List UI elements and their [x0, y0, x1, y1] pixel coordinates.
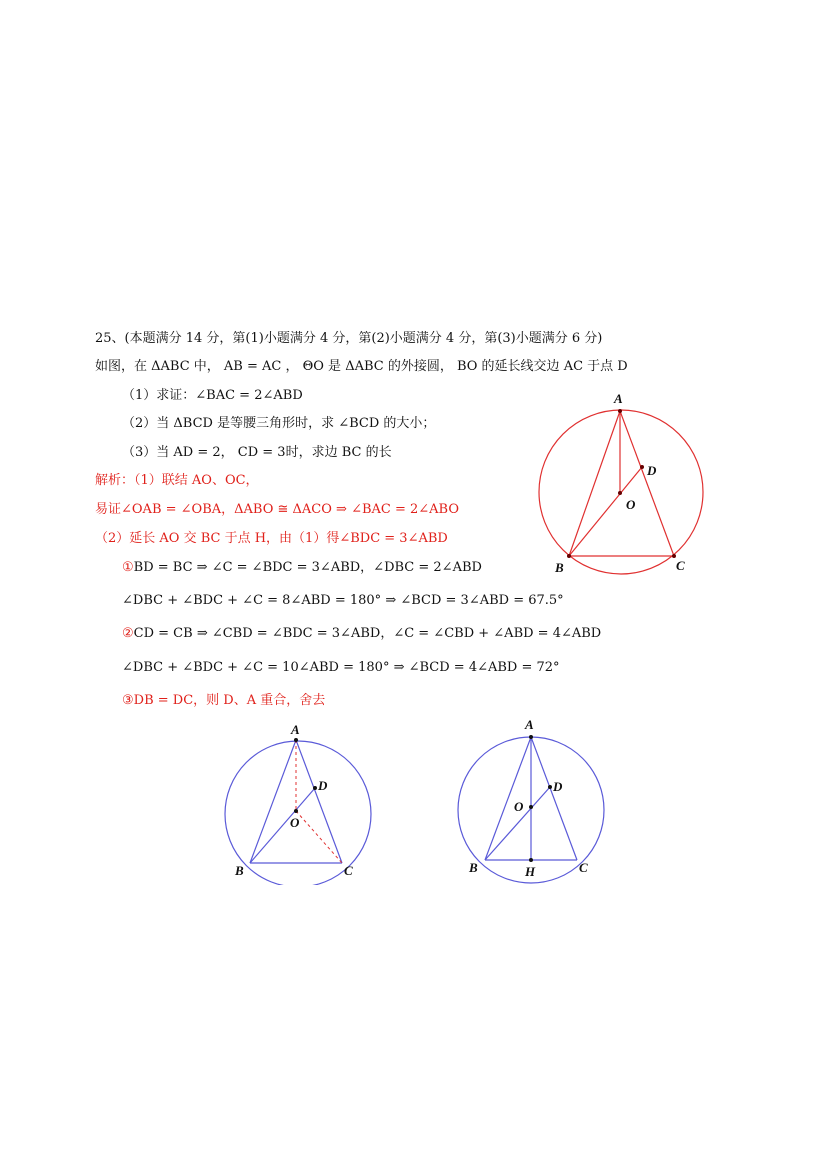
- case-3: ③DB = DC，则 D、A 重合，舍去: [122, 693, 326, 708]
- solution-1-proof: 易证∠OAB = ∠OBA，ΔABO ≅ ΔACO ⇒ ∠BAC = 2∠ABO: [95, 502, 460, 517]
- label-a: A: [525, 717, 534, 732]
- label-o: O: [514, 799, 524, 814]
- solution-1: 解析：（1）联结 AO、OC，: [95, 473, 259, 488]
- question-1: （1）求证：∠BAC = 2∠ABD: [122, 388, 303, 403]
- label-c: C: [676, 558, 685, 573]
- label-b: B: [235, 863, 244, 878]
- label-d: D: [318, 778, 328, 793]
- side-ac: [531, 737, 577, 860]
- case-2-mark: ②: [122, 626, 134, 641]
- case-2-continued: ∠DBC + ∠BDC + ∠C = 10∠ABD = 180° ⇒ ∠BCD = 4∠ABD = 72°: [122, 660, 560, 675]
- label-c: C: [579, 860, 588, 875]
- side-ab: [485, 737, 531, 860]
- dashed-oc: [296, 811, 342, 863]
- case-2-text: CD = CB ⇒ ∠CBD = ∠BDC = 3∠ABD，∠C = ∠CBD + ∠ABD = 4∠ABD: [133, 626, 602, 641]
- point-h: [529, 858, 533, 862]
- point-d: [640, 465, 644, 469]
- label-a: A: [291, 722, 300, 737]
- label-b: B: [469, 860, 478, 875]
- case-1-continued: ∠DBC + ∠BDC + ∠C = 8∠ABD = 180° ⇒ ∠BCD = 3∠ABD = 67.5°: [122, 593, 564, 608]
- problem-header: 25、(本题满分 14 分，第(1)小题满分 4 分，第(2)小题满分 4 分，第(3)小题满分 6 分): [95, 331, 603, 346]
- question-2: （2）当 ΔBCD 是等腰三角形时，求 ∠BCD 的大小；: [122, 416, 436, 431]
- right-figure: [455, 715, 615, 885]
- point-b: [567, 554, 571, 558]
- left-figure: [220, 720, 380, 885]
- point-d: [313, 786, 317, 790]
- label-o: O: [290, 815, 300, 830]
- label-a: A: [614, 391, 623, 406]
- question-3: （3）当 AD = 2， CD = 3时，求边 BC 的长: [122, 445, 392, 460]
- point-o: [529, 805, 533, 809]
- side-ab: [250, 740, 296, 863]
- point-a: [618, 409, 622, 413]
- label-d: D: [647, 463, 657, 478]
- case-2: [122, 625, 601, 643]
- segment-bd: [485, 787, 550, 860]
- side-ab: [569, 411, 620, 556]
- problem-stem: 如图，在 ΔABC 中， AB = AC ， ΘO 是 ΔABC 的外接圆， BO 的延长线交边 AC 于点 D: [95, 359, 628, 374]
- main-figure: [530, 385, 730, 580]
- segment-bd: [250, 788, 315, 863]
- point-a: [529, 735, 533, 739]
- case-1: [122, 559, 482, 577]
- solution-2: （2）延长 AO 交 BC 于点 H，由（1）得∠BDC = 3∠ABD: [95, 531, 448, 546]
- point-d: [548, 785, 552, 789]
- label-b: B: [555, 560, 564, 575]
- label-d: D: [553, 779, 563, 794]
- case-1-mark: ①: [122, 560, 134, 575]
- label-o: O: [626, 497, 636, 512]
- point-o: [294, 809, 298, 813]
- label-c: C: [344, 863, 353, 878]
- point-o: [618, 491, 622, 495]
- label-h: H: [525, 864, 536, 879]
- point-a: [294, 738, 298, 742]
- case-1-text: BD = BC ⇒ ∠C = ∠BDC = 3∠ABD，∠DBC = 2∠ABD: [133, 560, 482, 575]
